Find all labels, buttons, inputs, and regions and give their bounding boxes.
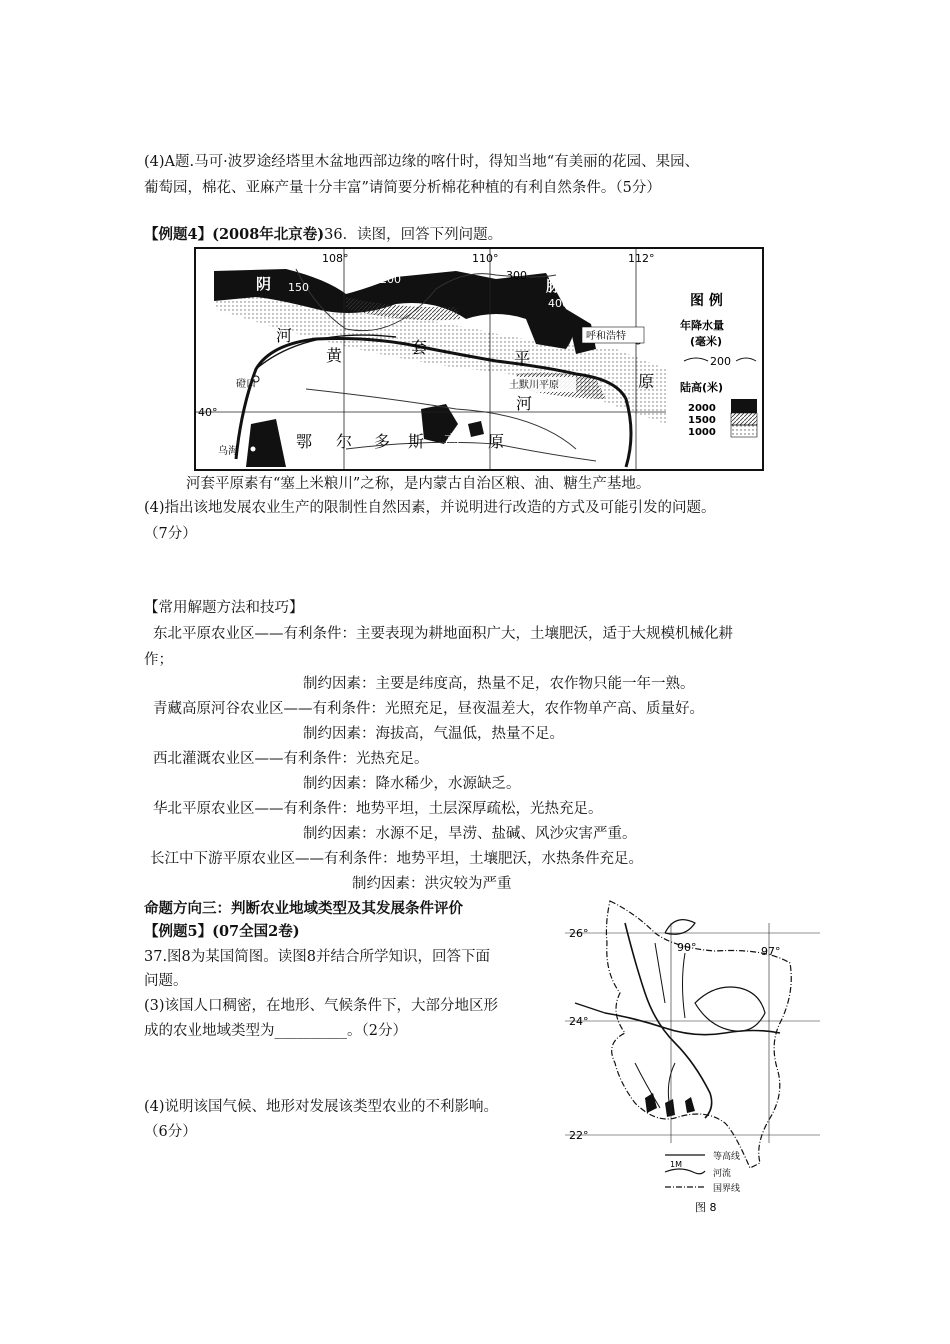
label-yuan: 原 (638, 372, 655, 391)
q4-line1: (4)说明该国气候、地形对发展该类型农业的不利影响。 (144, 1099, 499, 1115)
legend-elevation: 陆高(米) (680, 381, 724, 394)
legend-precip: 年降水量 (680, 319, 724, 332)
city-dengkou: 磴口 (236, 379, 256, 390)
northwest-favorable: 西北灌溉农业区——有利条件：光热充足。 (153, 751, 429, 767)
example5-title: 【例题5】(07全国2卷) (144, 923, 300, 940)
label-mai: 脉 (546, 277, 562, 295)
label-duo: 多 (374, 432, 391, 451)
contour-400-label: 400 (548, 297, 569, 310)
lon-110-label: 110° (472, 252, 499, 265)
contour-200-label: 200 (380, 273, 401, 286)
legend-1500: 1500 (688, 415, 716, 426)
legend-title: 图 例 (690, 293, 723, 309)
qinghai-tibet-favorable: 青藏高原河谷农业区——有利条件：光照充足，昼夜温差大，农作物单产高、质量好。 (153, 701, 704, 717)
example4-source: 【例题4】(2008年北京卷) (144, 226, 325, 243)
q3-line2: 成的农业地域类型为__________。（2分） (144, 1023, 407, 1039)
northeast-favorable-line2: 作； (144, 652, 173, 668)
label-tao: 套 (411, 338, 428, 357)
city-wuhai: 乌海 (218, 446, 238, 457)
hetao-map (194, 247, 764, 471)
lat-40-label: 40° (198, 406, 218, 419)
legend-2000: 2000 (688, 403, 716, 414)
label-shan: 山 (366, 261, 382, 279)
legend-river: 河流 (713, 1169, 732, 1179)
label-yuan2: 原 (488, 432, 505, 451)
lon-108-label: 108° (322, 252, 349, 265)
figure8-map (565, 893, 820, 1215)
q4a-line2: 葡萄园，棉花、亚麻产量十分丰富”请简要分析棉花种植的有利自然条件。（5分） (144, 180, 661, 196)
lon-90-label: 90° (677, 941, 697, 954)
northwest-limit: 制约因素：降水稀少，水源缺乏。 (303, 776, 521, 792)
lat-24-label: 24° (569, 1015, 589, 1028)
figure8-caption: 图 8 (695, 1201, 717, 1214)
yangtze-limit: 制约因素：洪灾较为严重 (352, 876, 512, 892)
direction3-title: 命题方向三：判断农业地域类型及其发展条件评价 (144, 900, 463, 917)
label-gao: 高 (444, 432, 461, 451)
label-e: 鄂 (296, 432, 313, 451)
label-tumochuan: 土默川平原 (509, 380, 559, 391)
example4-prompt: 36．读图，回答下列问题。 (324, 227, 503, 243)
label-si: 斯 (408, 432, 425, 451)
label-yin: 阴 (256, 275, 272, 293)
north-china-favorable: 华北平原农业区——有利条件：地势平坦，土层深厚疏松，光热充足。 (153, 801, 603, 817)
q4-line2: （6分） (144, 1124, 197, 1140)
legend-contour: 等高线 (713, 1152, 741, 1162)
q3-line1: (3)该国人口稠密，在地形、气候条件下，大部分地区形 (144, 998, 499, 1014)
legend-border: 国界线 (713, 1184, 741, 1194)
lon-97-label: 97° (761, 945, 781, 958)
lat-22-label: 22° (569, 1129, 589, 1142)
methods-title: 【常用解题方法和技巧】 (144, 600, 304, 616)
legend-contour-label: 1M (670, 1160, 682, 1169)
qinghai-tibet-limit: 制约因素：海拔高，气温低，热量不足。 (303, 726, 564, 742)
q37-line1: 37.图8为某国简图。读图8并结合所学知识，回答下面 (144, 949, 491, 965)
northeast-limit: 制约因素：主要是纬度高，热量不足，农作物只能一年一熟。 (303, 676, 695, 692)
label-he2: 河 (516, 394, 533, 413)
legend-precip-unit: (毫米) (690, 335, 723, 348)
example4-title (144, 225, 502, 245)
lon-112-label: 112° (628, 252, 655, 265)
q37-line2: 问题。 (144, 973, 188, 989)
figure8-map-svg (565, 893, 820, 1215)
contour-150-label: 150 (288, 281, 309, 294)
label-er: 尔 (336, 432, 353, 451)
ordos-highland (246, 419, 286, 467)
hetao-map-svg (196, 249, 762, 469)
contour-300-label: 300 (506, 269, 527, 282)
north-china-limit: 制约因素：水源不足，旱涝、盐碱、风沙灾害严重。 (303, 826, 637, 842)
legend-200: 200 (710, 355, 731, 368)
example4-caption: 河套平原素有“塞上米粮川”之称，是内蒙古自治区粮、油、糖生产基地。 (186, 476, 651, 492)
example4-question-line1: (4)指出该地发展农业生产的限制性自然因素，并说明进行改造的方式及可能引发的问题。 (144, 500, 716, 516)
lat-26-label: 26° (569, 927, 589, 940)
q4a-line1: (4)A题.马可·波罗途经塔里木盆地西部边缘的喀什时，得知当地“有美丽的花园、果园、 (144, 154, 700, 170)
yangtze-favorable: 长江中下游平原农业区——有利条件：地势平坦，土壤肥沃，水热条件充足。 (150, 851, 643, 867)
label-huang: 黄 (326, 346, 343, 365)
northeast-favorable-line1: 东北平原农业区——有利条件：主要表现为耕地面积广大，土壤肥沃，适于大规模机械化耕 (153, 626, 733, 642)
legend-1000: 1000 (688, 427, 716, 438)
example4-question-line2: （7分） (144, 526, 197, 542)
label-ping: 平 (514, 349, 531, 368)
label-he1: 河 (276, 326, 293, 345)
city-huhhot: 呼和浩特 (586, 331, 626, 342)
